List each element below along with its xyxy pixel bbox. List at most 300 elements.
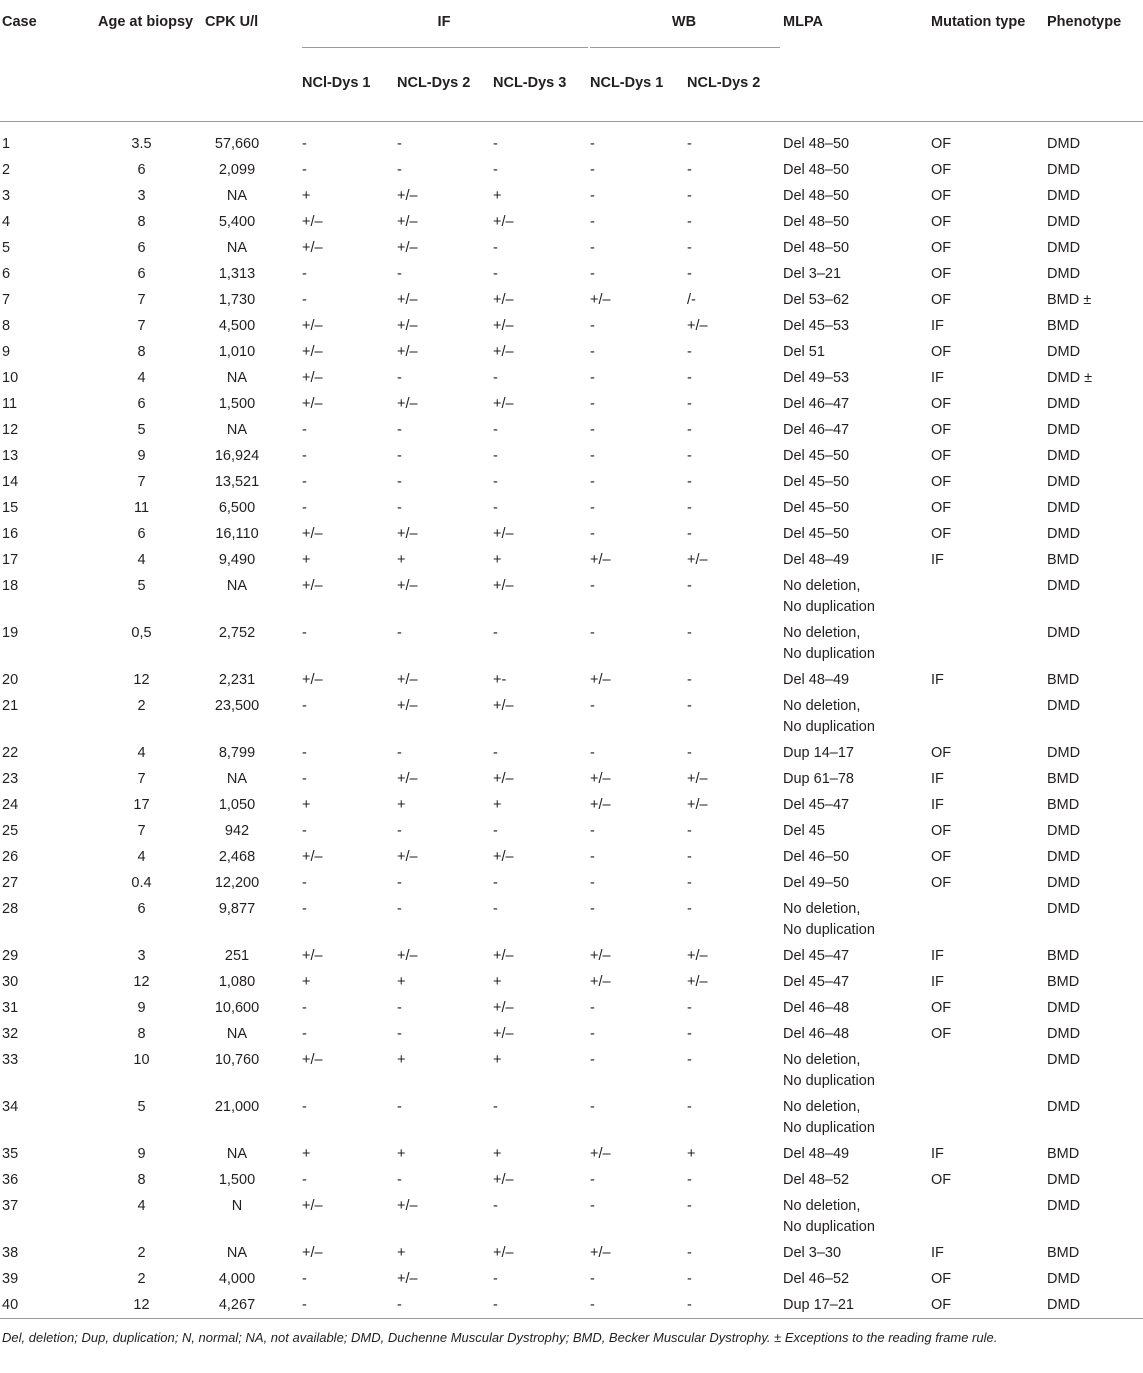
cell-case: 7 — [2, 292, 11, 308]
table-row — [0, 1141, 1143, 1167]
cell-mutation-type: OF — [931, 745, 952, 761]
table-row — [0, 1047, 1143, 1094]
table-row — [0, 740, 1143, 766]
cell-wb-dys2: - — [687, 698, 692, 714]
cell-mutation-type: OF — [931, 1172, 952, 1188]
cell-mutation-type: OF — [931, 136, 952, 152]
cell-wb-dys2: + — [687, 1146, 696, 1162]
cell-if-dys1: - — [302, 1099, 307, 1115]
cell-case: 31 — [2, 1000, 19, 1016]
cell-mlpa: Del 46–50 — [783, 849, 850, 865]
cell-mlpa — [780, 573, 928, 620]
cell-wb-dys1: +/– — [590, 948, 611, 964]
cell-mlpa: Del 46–48 — [783, 1026, 850, 1042]
cell-wb-dys2: +/– — [687, 948, 708, 964]
cell-mutation-type: OF — [931, 162, 952, 178]
cell-case: 2 — [2, 162, 11, 178]
cell-if-dys2: +/– — [397, 1198, 418, 1214]
cell-phenotype: DMD — [1047, 625, 1081, 641]
cell-mlpa: Del 3–21 — [783, 266, 842, 282]
cell-if-dys3: - — [493, 745, 498, 761]
cell-if-dys1: - — [302, 422, 307, 438]
cell-if-dys2: +/– — [397, 318, 418, 334]
cell-mutation-type: IF — [931, 948, 944, 964]
cell-mutation-type: OF — [931, 292, 952, 308]
cell-if-dys3: +/– — [493, 318, 514, 334]
cell-mlpa: Del 48–50 — [783, 162, 850, 178]
cell-mutation-type: OF — [931, 526, 952, 542]
table-row — [0, 792, 1143, 818]
mlpa-line: No duplication — [783, 1073, 875, 1089]
cell-case: 33 — [2, 1052, 19, 1068]
cell-phenotype: BMD — [1047, 771, 1080, 787]
cell-if-dys3: + — [493, 1146, 502, 1162]
cell-cpk: 1,010 — [218, 344, 256, 360]
cell-mlpa: Del 46–47 — [783, 396, 850, 412]
cell-mlpa: Dup 17–21 — [783, 1297, 854, 1313]
table-row — [0, 573, 1143, 620]
cell-wb-dys1: - — [590, 625, 595, 641]
cell-if-dys3: +/– — [493, 396, 514, 412]
cell-case: 34 — [2, 1099, 19, 1115]
cell-if-dys2: + — [397, 1245, 406, 1261]
cell-cpk: 4,267 — [218, 1297, 256, 1313]
cell-cpk: 16,110 — [215, 526, 259, 542]
cell-mlpa: Del 45–50 — [783, 474, 850, 490]
cell-wb-dys2: - — [687, 188, 692, 204]
cell-mutation-type: OF — [931, 875, 952, 891]
cell-cpk: 21,000 — [214, 1099, 260, 1115]
cell-if-dys3: - — [493, 625, 498, 641]
cell-mlpa: Del 48–50 — [783, 136, 850, 152]
cell-mlpa: Del 49–53 — [783, 370, 850, 386]
cell-mlpa: Del 48–49 — [783, 552, 850, 568]
cell-if-dys1: - — [302, 162, 307, 178]
cell-case: 29 — [2, 948, 19, 964]
table-row — [0, 469, 1143, 495]
cell-case: 39 — [2, 1271, 19, 1287]
cell-mutation-type: IF — [931, 1245, 944, 1261]
header-wb-group — [588, 0, 780, 66]
cell-phenotype: DMD — [1047, 266, 1081, 282]
cell-if-dys3: + — [493, 974, 502, 990]
cell-if-dys1: +/– — [302, 578, 323, 594]
cell-wb-dys1: - — [590, 901, 595, 917]
cell-if-dys2: - — [397, 1297, 402, 1313]
cell-cpk: 1,050 — [218, 797, 256, 813]
cell-cpk: 2,231 — [218, 672, 256, 688]
cell-wb-dys2: - — [687, 344, 692, 360]
cell-phenotype: DMD — [1047, 500, 1081, 516]
cell-wb-dys1: - — [590, 578, 595, 594]
cell-mutation-type: OF — [931, 849, 952, 865]
cell-if-dys3: +/– — [493, 1000, 514, 1016]
cell-mlpa: Del 49–50 — [783, 875, 850, 891]
cell-if-dys1: - — [302, 1026, 307, 1042]
cell-phenotype: DMD — [1047, 745, 1081, 761]
cell-case: 10 — [2, 370, 19, 386]
cell-wb-dys1: - — [590, 823, 595, 839]
cell-if-dys1: + — [302, 188, 311, 204]
cell-age: 6 — [137, 162, 146, 178]
cell-wb-dys2: - — [687, 136, 692, 152]
cell-if-dys3: - — [493, 1297, 498, 1313]
cell-wb-dys1: - — [590, 474, 595, 490]
cell-if-dys2: - — [397, 1099, 402, 1115]
cell-wb-dys2: - — [687, 422, 692, 438]
cell-mutation-type: IF — [931, 370, 944, 386]
cell-mlpa — [780, 693, 928, 740]
cell-wb-dys2: /- — [687, 292, 696, 308]
cell-if-dys3: +/– — [493, 578, 514, 594]
cell-wb-dys1: - — [590, 1000, 595, 1016]
cell-if-dys3: + — [493, 188, 502, 204]
cell-if-dys1: + — [302, 1146, 311, 1162]
cell-wb-dys2: - — [687, 672, 692, 688]
cell-cpk: 251 — [224, 948, 250, 964]
cell-age: 9 — [137, 1146, 146, 1162]
cell-age: 4 — [137, 370, 146, 386]
cell-phenotype: DMD — [1047, 1297, 1081, 1313]
cell-mutation-type: OF — [931, 448, 952, 464]
header-if-group — [300, 0, 588, 66]
cell-phenotype: DMD — [1047, 344, 1081, 360]
mlpa-line: No deletion, — [783, 1052, 861, 1068]
table-row — [0, 766, 1143, 792]
cell-mutation-type — [928, 1047, 1044, 1094]
cell-if-dys2: + — [397, 552, 406, 568]
header-wb-rule — [590, 47, 780, 48]
table-row — [0, 521, 1143, 547]
cell-mlpa: Del 46–52 — [783, 1271, 850, 1287]
cell-if-dys1: - — [302, 1000, 307, 1016]
cell-age: 7 — [137, 474, 146, 490]
cell-cpk: 1,500 — [218, 396, 256, 412]
cell-wb-dys1: - — [590, 1172, 595, 1188]
cell-case: 21 — [2, 698, 19, 714]
cell-wb-dys2: - — [687, 1245, 692, 1261]
cell-wb-dys2: - — [687, 526, 692, 542]
cell-if-dys1: +/– — [302, 1052, 323, 1068]
table-row — [0, 313, 1143, 339]
cell-phenotype: DMD — [1047, 1172, 1081, 1188]
cell-age: 7 — [137, 292, 146, 308]
table-row — [0, 235, 1143, 261]
cell-wb-dys1: - — [590, 1271, 595, 1287]
cell-if-dys1: - — [302, 1271, 307, 1287]
cell-age: 8 — [137, 1172, 146, 1188]
cell-case: 37 — [2, 1198, 19, 1214]
cell-if-dys3: - — [493, 474, 498, 490]
cell-if-dys1: +/– — [302, 1198, 323, 1214]
cell-if-dys2: +/– — [397, 188, 418, 204]
cell-if-dys3: +/– — [493, 1245, 514, 1261]
table-row — [0, 417, 1143, 443]
cell-age: 2 — [137, 1245, 146, 1261]
cell-mutation-type: OF — [931, 500, 952, 516]
cell-wb-dys1: +/– — [590, 292, 611, 308]
cell-mlpa — [780, 896, 928, 943]
cell-if-dys3: +/– — [493, 344, 514, 360]
cell-if-dys3: - — [493, 875, 498, 891]
cell-if-dys1: - — [302, 625, 307, 641]
table-row — [0, 1021, 1143, 1047]
header-mlpa: MLPA — [780, 0, 928, 122]
cell-phenotype: DMD — [1047, 849, 1081, 865]
mlpa-line: No duplication — [783, 1120, 875, 1136]
cell-if-dys1: + — [302, 974, 311, 990]
cell-if-dys1: - — [302, 474, 307, 490]
cell-if-dys3: +/– — [493, 292, 514, 308]
cell-wb-dys2: +/– — [687, 318, 708, 334]
cell-if-dys3: - — [493, 136, 498, 152]
cell-if-dys3: +/– — [493, 948, 514, 964]
cell-if-dys1: - — [302, 1172, 307, 1188]
mlpa-line: No duplication — [783, 646, 875, 662]
cell-phenotype: DMD — [1047, 474, 1081, 490]
cell-mutation-type: OF — [931, 474, 952, 490]
cell-if-dys2: - — [397, 823, 402, 839]
cell-mlpa — [780, 1094, 928, 1141]
cell-if-dys3: - — [493, 266, 498, 282]
cell-phenotype: BMD — [1047, 797, 1080, 813]
header-mutation-type: Mutation type — [928, 0, 1044, 122]
cell-phenotype: DMD ± — [1047, 370, 1093, 386]
cell-case: 9 — [2, 344, 11, 360]
cell-if-dys3: - — [493, 162, 498, 178]
header-if-rule — [302, 47, 588, 48]
cell-wb-dys1: - — [590, 266, 595, 282]
header-case: Case — [0, 0, 95, 122]
cell-wb-dys2: - — [687, 849, 692, 865]
cell-wb-dys2: - — [687, 162, 692, 178]
cell-if-dys1: +/– — [302, 948, 323, 964]
cell-mutation-type: IF — [931, 318, 944, 334]
cell-case: 3 — [2, 188, 11, 204]
cell-case: 15 — [2, 500, 19, 516]
cell-cpk: 1,730 — [218, 292, 256, 308]
cell-age: 4 — [137, 745, 146, 761]
cell-cpk: 942 — [224, 823, 250, 839]
cell-phenotype: DMD — [1047, 1099, 1081, 1115]
cell-cpk: 23,500 — [214, 698, 260, 714]
cell-mlpa: Del 45–47 — [783, 974, 850, 990]
cell-cpk: 12,200 — [214, 875, 260, 891]
table-row — [0, 391, 1143, 417]
table-row — [0, 1094, 1143, 1141]
cell-if-dys3: +/– — [493, 849, 514, 865]
cell-age: 12 — [133, 672, 150, 688]
cell-age: 2 — [137, 1271, 146, 1287]
cell-mlpa: Del 45–50 — [783, 500, 850, 516]
cell-wb-dys1: - — [590, 745, 595, 761]
cell-if-dys2: - — [397, 136, 402, 152]
cell-wb-dys1: - — [590, 370, 595, 386]
cell-cpk: 9,877 — [218, 901, 256, 917]
cell-cpk: NA — [226, 1026, 248, 1042]
cell-cpk: 1,080 — [218, 974, 256, 990]
cell-mlpa: Dup 61–78 — [783, 771, 854, 787]
cell-mlpa: Del 45–47 — [783, 797, 850, 813]
cell-cpk: N — [231, 1198, 243, 1214]
cell-cpk: 13,521 — [214, 474, 260, 490]
header-if-title: IF — [437, 14, 451, 30]
cell-wb-dys1: - — [590, 396, 595, 412]
cell-wb-dys1: - — [590, 1297, 595, 1313]
cell-if-dys2: +/– — [397, 948, 418, 964]
cell-wb-dys2: - — [687, 214, 692, 230]
cell-wb-dys2: - — [687, 875, 692, 891]
cell-cpk: 2,752 — [218, 625, 256, 641]
cell-age: 4 — [137, 1198, 146, 1214]
cell-wb-dys2: - — [687, 901, 692, 917]
cell-mlpa — [780, 620, 928, 667]
cell-if-dys2: + — [397, 1146, 406, 1162]
cell-if-dys2: +/– — [397, 771, 418, 787]
cell-if-dys2: +/– — [397, 849, 418, 865]
cell-mutation-type: IF — [931, 1146, 944, 1162]
cell-cpk: NA — [226, 422, 248, 438]
cell-case: 6 — [2, 266, 11, 282]
table-row — [0, 844, 1143, 870]
cell-mlpa — [780, 1193, 928, 1240]
cell-mlpa: Del 45–50 — [783, 526, 850, 542]
mlpa-line: No duplication — [783, 1219, 875, 1235]
table-row — [0, 667, 1143, 693]
cell-wb-dys2: - — [687, 474, 692, 490]
cell-if-dys1: +/– — [302, 240, 323, 256]
cell-if-dys1: - — [302, 771, 307, 787]
cell-phenotype: DMD — [1047, 578, 1081, 594]
cell-cpk: NA — [226, 370, 248, 386]
header-wb-sub-2: NCL-Dys 2 — [685, 66, 780, 122]
cell-if-dys3: +/– — [493, 771, 514, 787]
cell-mlpa: Del 48–50 — [783, 214, 850, 230]
cell-age: 8 — [137, 1026, 146, 1042]
cell-if-dys2: +/– — [397, 292, 418, 308]
cell-mlpa: Del 53–62 — [783, 292, 850, 308]
cell-wb-dys2: - — [687, 1271, 692, 1287]
cell-case: 20 — [2, 672, 19, 688]
cell-phenotype: DMD — [1047, 526, 1081, 542]
cell-wb-dys1: - — [590, 1198, 595, 1214]
cell-mutation-type: OF — [931, 266, 952, 282]
cell-cpk: 9,490 — [218, 552, 256, 568]
cell-if-dys3: - — [493, 448, 498, 464]
cell-wb-dys1: - — [590, 500, 595, 516]
cell-case: 1 — [2, 136, 11, 152]
cell-mutation-type — [928, 620, 1044, 667]
cell-if-dys1: - — [302, 136, 307, 152]
cell-age: 17 — [133, 797, 150, 813]
cell-case: 11 — [2, 396, 18, 412]
cell-wb-dys1: - — [590, 188, 595, 204]
cell-if-dys2: - — [397, 901, 402, 917]
cell-wb-dys1: - — [590, 849, 595, 865]
cell-wb-dys2: - — [687, 1172, 692, 1188]
cell-age: 3.5 — [131, 136, 152, 152]
cell-wb-dys1: - — [590, 162, 595, 178]
cell-wb-dys1: - — [590, 422, 595, 438]
cell-case: 8 — [2, 318, 11, 334]
table-row — [0, 547, 1143, 573]
cell-wb-dys2: - — [687, 1052, 692, 1068]
mlpa-line: No deletion, — [783, 901, 861, 917]
cell-cpk: 1,500 — [218, 1172, 256, 1188]
table-footnote: Del, deletion; Dup, duplication; N, normal; NA, not available; DMD, Duchenne Muscular Dystrophy; BMD, Becker Muscular Dystrophy. ± Exceptions to the reading frame rule. — [0, 1319, 1143, 1351]
cell-age: 9 — [137, 1000, 146, 1016]
cell-mutation-type: IF — [931, 672, 944, 688]
cell-age: 6 — [137, 266, 146, 282]
cell-if-dys2: - — [397, 1000, 402, 1016]
cell-if-dys3: - — [493, 370, 498, 386]
cell-case: 32 — [2, 1026, 19, 1042]
cell-phenotype: DMD — [1047, 1000, 1081, 1016]
cell-cpk: 1,313 — [218, 266, 256, 282]
cell-mutation-type — [928, 1193, 1044, 1240]
cell-if-dys2: +/– — [397, 214, 418, 230]
mlpa-line: No deletion, — [783, 1198, 861, 1214]
cell-age: 5 — [137, 1099, 146, 1115]
cell-if-dys2: + — [397, 797, 406, 813]
cell-phenotype: BMD — [1047, 318, 1080, 334]
table-row — [0, 287, 1143, 313]
cell-wb-dys1: +/– — [590, 1245, 611, 1261]
cell-if-dys3: - — [493, 1271, 498, 1287]
cell-mlpa: Del 46–47 — [783, 422, 850, 438]
cell-wb-dys2: - — [687, 500, 692, 516]
header-wb-title: WB — [671, 14, 697, 30]
cell-phenotype: DMD — [1047, 188, 1081, 204]
cell-if-dys2: - — [397, 1172, 402, 1188]
cell-if-dys2: - — [397, 448, 402, 464]
cell-mlpa: Del 48–49 — [783, 1146, 850, 1162]
table-row — [0, 1240, 1143, 1266]
cell-age: 8 — [137, 344, 146, 360]
mlpa-line: No deletion, — [783, 578, 861, 594]
cell-age: 3 — [137, 948, 146, 964]
table-row — [0, 1266, 1143, 1292]
cell-cpk: 8,799 — [218, 745, 256, 761]
cell-phenotype: DMD — [1047, 162, 1081, 178]
header-if-sub-3: NCL-Dys 3 — [491, 66, 588, 122]
cell-phenotype: BMD — [1047, 948, 1080, 964]
table-row — [0, 620, 1143, 667]
cell-if-dys1: + — [302, 552, 311, 568]
cell-if-dys3: +/– — [493, 1172, 514, 1188]
cell-age: 5 — [137, 578, 146, 594]
cell-case: 14 — [2, 474, 19, 490]
cell-mutation-type: OF — [931, 823, 952, 839]
cell-if-dys2: - — [397, 745, 402, 761]
cell-wb-dys2: - — [687, 1026, 692, 1042]
table-row — [0, 443, 1143, 469]
cell-wb-dys1: - — [590, 448, 595, 464]
cell-age: 6 — [137, 901, 146, 917]
cell-cpk: NA — [226, 188, 248, 204]
table-row — [0, 995, 1143, 1021]
table-row — [0, 122, 1143, 158]
cell-age: 6 — [137, 396, 146, 412]
cell-age: 4 — [137, 552, 146, 568]
cell-mutation-type: OF — [931, 396, 952, 412]
table-row — [0, 693, 1143, 740]
cell-wb-dys2: - — [687, 823, 692, 839]
cell-wb-dys1: - — [590, 698, 595, 714]
cell-phenotype: DMD — [1047, 1198, 1081, 1214]
cell-wb-dys2: - — [687, 1198, 692, 1214]
cell-mutation-type — [928, 1094, 1044, 1141]
